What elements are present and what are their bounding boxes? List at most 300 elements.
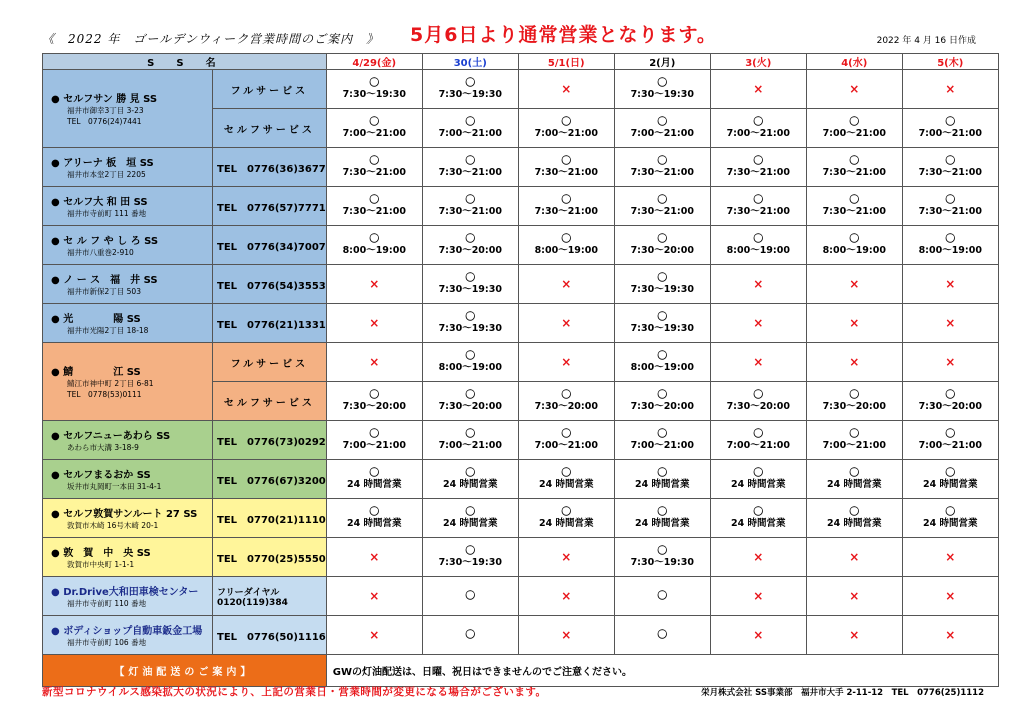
station-address: 福井市御幸3丁目 3-23 <box>67 106 144 115</box>
station-row <box>43 187 999 226</box>
closed-mark: × <box>945 550 956 564</box>
day-cell <box>326 343 422 382</box>
closed-mark: × <box>753 277 764 291</box>
announcement-headline: 5月6日より通常営業となります。 <box>410 24 717 46</box>
station-name-cell <box>43 499 213 538</box>
business-hours: 8:00～19:00 <box>342 244 406 256</box>
open-mark: 〇 <box>945 389 956 401</box>
freedial-label: フリーダイヤル <box>217 587 280 598</box>
closed-mark: × <box>369 550 380 564</box>
day-cell <box>614 265 710 304</box>
station-name: ● Dr.Drive大和田車検センター <box>51 587 199 598</box>
day-cell <box>422 616 518 655</box>
station-name-cell <box>43 421 213 460</box>
business-hours: 7:30～20:00 <box>918 400 982 412</box>
business-hours: 7:00～21:00 <box>438 439 502 451</box>
business-hours: 7:30～21:00 <box>630 205 694 217</box>
day-cell <box>710 499 806 538</box>
open-mark: 〇 <box>657 272 668 284</box>
open-mark: 〇 <box>849 467 860 479</box>
open-mark: 〇 <box>753 389 764 401</box>
open-mark: 〇 <box>369 155 380 167</box>
closed-mark: × <box>849 82 860 96</box>
open-mark: 〇 <box>849 116 860 128</box>
open-mark: 〇 <box>657 467 668 479</box>
station-row <box>43 70 999 109</box>
open-mark: 〇 <box>465 194 476 206</box>
open-mark: 〇 <box>465 311 476 323</box>
open-mark: 〇 <box>369 506 380 518</box>
business-hours: 7:30～20:00 <box>726 400 790 412</box>
day-cell <box>518 616 614 655</box>
station-row <box>43 577 999 616</box>
open-mark: 〇 <box>945 428 956 440</box>
station-phone: TEL 0776(50)1116 <box>213 616 327 655</box>
business-hours: 7:30～21:00 <box>534 205 598 217</box>
station-address: 鯖江市神中町 2丁目 6-81 <box>67 379 154 388</box>
open-mark: 〇 <box>753 116 764 128</box>
station-row <box>43 460 999 499</box>
day-cell <box>614 304 710 343</box>
day-cell <box>326 70 422 109</box>
business-hours: 8:00～19:00 <box>726 244 790 256</box>
closed-mark: × <box>849 355 860 369</box>
open-mark: 〇 <box>465 77 476 89</box>
open-mark: 〇 <box>849 155 860 167</box>
day-cell <box>518 70 614 109</box>
station-name-cell <box>43 187 213 226</box>
business-hours: 7:00～21:00 <box>630 439 694 451</box>
day-cell <box>710 421 806 460</box>
day-cell <box>326 109 422 148</box>
station-row <box>43 226 999 265</box>
business-hours: 7:30～20:00 <box>342 400 406 412</box>
station-address: 敦賀市木崎 16号木崎 20-1 <box>67 521 159 530</box>
open-mark: 〇 <box>849 233 860 245</box>
business-hours: 7:00～21:00 <box>534 439 598 451</box>
business-hours: 7:00～21:00 <box>342 439 406 451</box>
day-cell <box>614 460 710 499</box>
day-cell <box>806 460 902 499</box>
day-cell <box>326 187 422 226</box>
business-hours: 7:30～21:00 <box>726 205 790 217</box>
business-hours: 24 時間営業 <box>538 478 594 490</box>
open-mark: 〇 <box>945 116 956 128</box>
closed-mark: × <box>561 82 572 96</box>
day-cell <box>422 187 518 226</box>
business-hours: 8:00～19:00 <box>918 244 982 256</box>
business-hours: 8:00～19:00 <box>630 361 694 373</box>
day-cell <box>518 187 614 226</box>
day-cell <box>902 460 998 499</box>
station-name: ● セルフまるおか SS <box>51 470 151 481</box>
open-mark: 〇 <box>369 233 380 245</box>
day-cell <box>518 343 614 382</box>
closed-mark: × <box>561 550 572 564</box>
day-cell <box>806 499 902 538</box>
station-name: ● セルフサン 勝 見 SS <box>51 94 158 105</box>
day-cell <box>422 538 518 577</box>
day-cell <box>806 148 902 187</box>
closed-mark: × <box>753 628 764 642</box>
service-type: セルフサービス <box>213 109 327 148</box>
station-address: 福井市光陽2丁目 18-18 <box>67 326 149 335</box>
day-cell <box>614 187 710 226</box>
open-mark: 〇 <box>561 506 572 518</box>
station-name-cell <box>43 538 213 577</box>
open-mark: 〇 <box>945 467 956 479</box>
closed-mark: × <box>753 355 764 369</box>
business-hours: 7:00～21:00 <box>342 127 406 139</box>
station-row <box>43 148 999 187</box>
station-name-cell <box>43 265 213 304</box>
day-cell <box>902 616 998 655</box>
day-cell <box>518 577 614 616</box>
station-phone <box>213 577 327 616</box>
day-cell <box>902 148 998 187</box>
business-hours: 24 時間営業 <box>634 517 690 529</box>
open-mark: 〇 <box>369 389 380 401</box>
station-phone: TEL 0770(21)1110 <box>213 499 327 538</box>
day-cell <box>422 343 518 382</box>
business-hours: 24 時間営業 <box>538 517 594 529</box>
business-hours: 24 時間営業 <box>730 517 786 529</box>
station-phone: TEL 0776(36)3677 <box>213 148 327 187</box>
day-cell <box>614 70 710 109</box>
day-cell <box>518 109 614 148</box>
date-header: 2(月) <box>614 54 710 70</box>
business-hours: 7:30～19:30 <box>438 556 502 568</box>
business-hours: 7:00～21:00 <box>822 127 886 139</box>
day-cell <box>422 382 518 421</box>
open-mark: 〇 <box>465 590 476 602</box>
station-row <box>43 265 999 304</box>
closed-mark: × <box>849 277 860 291</box>
day-cell <box>710 70 806 109</box>
header <box>0 0 1024 56</box>
business-hours: 7:30～20:00 <box>438 400 502 412</box>
open-mark: 〇 <box>753 506 764 518</box>
day-cell <box>326 460 422 499</box>
station-address: 坂井市丸岡町一本田 31-4-1 <box>67 482 162 491</box>
business-hours: 24 時間営業 <box>922 478 978 490</box>
business-hours: 7:00～21:00 <box>822 439 886 451</box>
day-cell <box>518 382 614 421</box>
day-cell <box>902 70 998 109</box>
day-cell <box>614 616 710 655</box>
closed-mark: × <box>849 628 860 642</box>
date-header: 5/1(日) <box>518 54 614 70</box>
day-cell <box>902 577 998 616</box>
business-hours: 8:00～19:00 <box>822 244 886 256</box>
open-mark: 〇 <box>945 233 956 245</box>
station-address: あわら市大溝 3-18-9 <box>67 443 139 452</box>
open-mark: 〇 <box>849 428 860 440</box>
closed-mark: × <box>753 589 764 603</box>
open-mark: 〇 <box>561 116 572 128</box>
open-mark: 〇 <box>561 233 572 245</box>
day-cell <box>710 343 806 382</box>
closed-mark: × <box>945 82 956 96</box>
business-hours: 7:00～21:00 <box>918 127 982 139</box>
service-type: フルサービス <box>213 70 327 109</box>
station-row <box>43 499 999 538</box>
station-phone: TEL 0778(53)0111 <box>67 390 142 399</box>
closed-mark: × <box>561 277 572 291</box>
business-hours: 24 時間営業 <box>346 478 402 490</box>
day-cell <box>326 148 422 187</box>
day-cell <box>806 382 902 421</box>
day-cell <box>806 187 902 226</box>
day-cell <box>518 460 614 499</box>
closed-mark: × <box>753 82 764 96</box>
date-header: 30(土) <box>422 54 518 70</box>
open-mark: 〇 <box>657 311 668 323</box>
service-type: セルフサービス <box>213 382 327 421</box>
station-phone: TEL 0776(67)3200 <box>213 460 327 499</box>
business-hours: 7:30～21:00 <box>822 166 886 178</box>
freedial-number: 0120(119)384 <box>217 597 288 608</box>
day-cell <box>614 577 710 616</box>
open-mark: 〇 <box>753 194 764 206</box>
day-cell <box>806 538 902 577</box>
closed-mark: × <box>945 316 956 330</box>
day-cell <box>422 148 518 187</box>
business-hours: 7:30～21:00 <box>534 166 598 178</box>
day-cell <box>902 109 998 148</box>
day-cell <box>710 616 806 655</box>
station-name-cell <box>43 148 213 187</box>
station-address: 福井市新保2丁目 503 <box>67 287 141 296</box>
open-mark: 〇 <box>657 77 668 89</box>
business-hours: 8:00～19:00 <box>534 244 598 256</box>
service-type: フルサービス <box>213 343 327 382</box>
business-hours: 7:30～19:30 <box>342 88 406 100</box>
business-hours: 7:00～21:00 <box>630 127 694 139</box>
day-cell <box>902 265 998 304</box>
station-phone: TEL 0776(24)7441 <box>67 117 142 126</box>
day-cell <box>518 304 614 343</box>
covid-notice: 新型コロナウイルス感染拡大の状況により、上記の営業日・営業時間が変更になる場合がございます。 <box>42 686 547 698</box>
company-info: 栄月株式会社 SS事業部 福井市大手 2-11-12 TEL 0776(25)1112 <box>701 688 984 698</box>
business-hours: 7:00～21:00 <box>534 127 598 139</box>
day-cell <box>806 109 902 148</box>
closed-mark: × <box>945 628 956 642</box>
open-mark: 〇 <box>465 545 476 557</box>
business-hours: 7:30～20:00 <box>822 400 886 412</box>
closed-mark: × <box>561 355 572 369</box>
open-mark: 〇 <box>657 428 668 440</box>
open-mark: 〇 <box>657 590 668 602</box>
document-title: 《 2022 年 ゴールデンウィーク営業時間のご案内 》 <box>42 32 380 46</box>
open-mark: 〇 <box>465 233 476 245</box>
ss-name-header: S S 名 <box>43 54 327 70</box>
day-cell <box>806 304 902 343</box>
open-mark: 〇 <box>657 350 668 362</box>
business-hours: 7:00～21:00 <box>438 127 502 139</box>
open-mark: 〇 <box>753 467 764 479</box>
day-cell <box>326 538 422 577</box>
business-hours: 7:30～21:00 <box>342 205 406 217</box>
business-hours: 7:30～20:00 <box>630 244 694 256</box>
day-cell <box>326 304 422 343</box>
open-mark: 〇 <box>657 389 668 401</box>
closed-mark: × <box>849 550 860 564</box>
day-cell <box>614 499 710 538</box>
day-cell <box>614 421 710 460</box>
station-name-cell <box>43 577 213 616</box>
business-hours: 7:00～21:00 <box>726 127 790 139</box>
day-cell <box>518 421 614 460</box>
closed-mark: × <box>753 316 764 330</box>
open-mark: 〇 <box>465 350 476 362</box>
day-cell <box>710 109 806 148</box>
business-hours: 24 時間営業 <box>634 478 690 490</box>
day-cell <box>710 265 806 304</box>
open-mark: 〇 <box>561 389 572 401</box>
day-cell <box>902 499 998 538</box>
day-cell <box>422 460 518 499</box>
day-cell <box>710 226 806 265</box>
business-hours: 7:30～20:00 <box>630 400 694 412</box>
business-hours: 7:30～21:00 <box>918 166 982 178</box>
station-name: ● 光 陽 SS <box>51 314 141 325</box>
open-mark: 〇 <box>369 116 380 128</box>
closed-mark: × <box>945 355 956 369</box>
day-cell <box>326 499 422 538</box>
station-name-cell <box>43 70 213 148</box>
day-cell <box>422 304 518 343</box>
day-cell <box>806 226 902 265</box>
business-hours: 24 時間営業 <box>826 478 882 490</box>
business-hours: 24 時間営業 <box>826 517 882 529</box>
station-name: ● セ ル フ や し ろ SS <box>51 236 159 247</box>
day-cell <box>806 421 902 460</box>
business-hours: 8:00～19:00 <box>438 361 502 373</box>
closed-mark: × <box>753 550 764 564</box>
business-hours: 7:30～20:00 <box>534 400 598 412</box>
day-cell <box>422 226 518 265</box>
closed-mark: × <box>561 628 572 642</box>
station-name-cell <box>43 460 213 499</box>
station-name-cell <box>43 616 213 655</box>
station-phone: TEL 0776(73)0292 <box>213 421 327 460</box>
day-cell <box>614 343 710 382</box>
day-cell <box>710 382 806 421</box>
day-cell <box>518 265 614 304</box>
day-cell <box>422 577 518 616</box>
day-cell <box>326 577 422 616</box>
kerosene-notice-text: GWの灯油配送は、日曜、祝日はできませんのでご注意ください。 <box>326 655 998 687</box>
business-hours: 7:30～21:00 <box>438 205 502 217</box>
closed-mark: × <box>369 355 380 369</box>
day-cell <box>710 460 806 499</box>
open-mark: 〇 <box>753 428 764 440</box>
business-hours: 7:30～21:00 <box>822 205 886 217</box>
station-name: ● 敦 賀 中 央 SS <box>51 548 151 559</box>
day-cell <box>614 382 710 421</box>
station-address: 福井市寺前町 110 番地 <box>67 599 147 608</box>
open-mark: 〇 <box>369 77 380 89</box>
closed-mark: × <box>369 277 380 291</box>
open-mark: 〇 <box>465 467 476 479</box>
open-mark: 〇 <box>945 194 956 206</box>
business-hours: 7:30～19:30 <box>630 283 694 295</box>
open-mark: 〇 <box>849 389 860 401</box>
day-cell <box>422 499 518 538</box>
day-cell <box>710 187 806 226</box>
closed-mark: × <box>369 628 380 642</box>
business-hours: 7:30～21:00 <box>918 205 982 217</box>
date-header: 5(木) <box>902 54 998 70</box>
date-header: 4(水) <box>806 54 902 70</box>
business-hours: 24 時間営業 <box>922 517 978 529</box>
date-header: 4/29(金) <box>326 54 422 70</box>
day-cell <box>710 538 806 577</box>
day-cell <box>806 265 902 304</box>
station-phone: TEL 0770(25)5550 <box>213 538 327 577</box>
day-cell <box>806 616 902 655</box>
open-mark: 〇 <box>657 194 668 206</box>
business-hours: 7:30～19:30 <box>438 88 502 100</box>
open-mark: 〇 <box>465 272 476 284</box>
day-cell <box>902 226 998 265</box>
day-cell <box>422 421 518 460</box>
business-hours: 24 時間営業 <box>442 478 498 490</box>
closed-mark: × <box>369 316 380 330</box>
day-cell <box>422 265 518 304</box>
open-mark: 〇 <box>465 428 476 440</box>
day-cell <box>902 538 998 577</box>
open-mark: 〇 <box>561 155 572 167</box>
business-hours: 24 時間営業 <box>730 478 786 490</box>
station-address: 福井市寺前町 106 番地 <box>67 638 147 647</box>
business-hours: 7:30～19:30 <box>438 322 502 334</box>
closed-mark: × <box>561 316 572 330</box>
open-mark: 〇 <box>369 428 380 440</box>
business-hours: 7:30～21:00 <box>438 166 502 178</box>
open-mark: 〇 <box>657 629 668 641</box>
day-cell <box>902 421 998 460</box>
day-cell <box>422 109 518 148</box>
station-row <box>43 616 999 655</box>
day-cell <box>710 148 806 187</box>
day-cell <box>326 382 422 421</box>
closed-mark: × <box>945 589 956 603</box>
station-address: 敦賀市中央町 1-1-1 <box>67 560 135 569</box>
station-phone: TEL 0776(21)1331 <box>213 304 327 343</box>
station-row <box>43 343 999 382</box>
station-phone: TEL 0776(54)3553 <box>213 265 327 304</box>
business-hours: 7:30～20:00 <box>438 244 502 256</box>
station-phone: TEL 0776(34)7007 <box>213 226 327 265</box>
business-hours: 7:30～21:00 <box>630 166 694 178</box>
business-hours: 7:30～19:30 <box>630 88 694 100</box>
day-cell <box>902 343 998 382</box>
open-mark: 〇 <box>657 155 668 167</box>
business-hours: 24 時間営業 <box>442 517 498 529</box>
station-name: ● セルフニューあわら SS <box>51 431 171 442</box>
station-name: ● セルフ敦賀サンルート 27 SS <box>51 509 198 520</box>
open-mark: 〇 <box>945 506 956 518</box>
station-row <box>43 421 999 460</box>
day-cell <box>806 343 902 382</box>
station-address: 福井市本堂2丁目 2205 <box>67 170 146 179</box>
open-mark: 〇 <box>753 155 764 167</box>
day-cell <box>326 226 422 265</box>
day-cell <box>902 187 998 226</box>
closed-mark: × <box>945 277 956 291</box>
